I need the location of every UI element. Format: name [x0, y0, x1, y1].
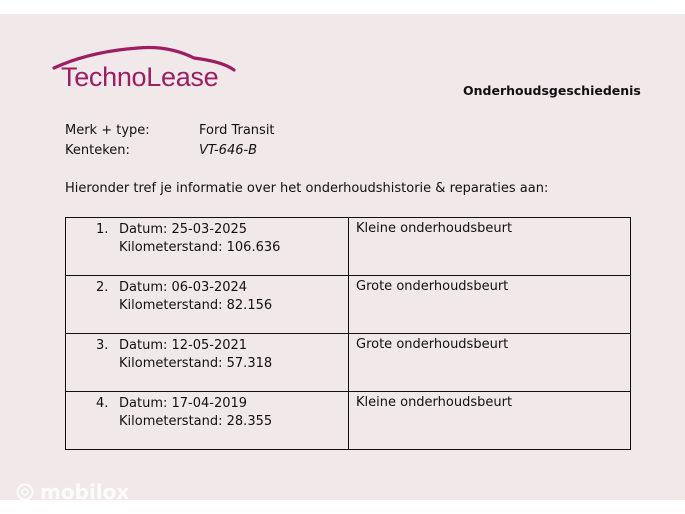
document-title: Onderhoudsgeschiedenis: [463, 83, 641, 98]
table-row: [66, 392, 631, 450]
entry-mileage: Kilometerstand: 106.636: [119, 240, 281, 255]
entry-date: Datum: 25-03-2025: [119, 222, 248, 237]
entry-number: 3.: [96, 338, 109, 353]
entry-number: 1.: [96, 222, 109, 237]
document-page: [0, 14, 685, 504]
entry-service-type: Kleine onderhoudsbeurt: [349, 392, 631, 450]
maintenance-history-table: [65, 217, 631, 450]
watermark-text: mobilox: [40, 480, 130, 504]
entry-details-cell: [66, 276, 349, 334]
entry-service-type: Grote onderhoudsbeurt: [349, 276, 631, 334]
mobilox-watermark: [16, 480, 129, 504]
entry-number: 2.: [96, 280, 109, 295]
table-row: [66, 276, 631, 334]
entry-mileage: Kilometerstand: 82.156: [119, 298, 273, 313]
make-label: Merk + type:: [65, 123, 150, 138]
brand-name: TechnoLease: [61, 62, 219, 92]
entry-number: 4.: [96, 396, 109, 411]
entry-date: Datum: 12-05-2021: [119, 338, 248, 353]
entry-service-type: Kleine onderhoudsbeurt: [349, 218, 631, 276]
entry-date: Datum: 06-03-2024: [119, 280, 248, 295]
entry-details-cell: [66, 218, 349, 276]
mobilox-logo-icon: [16, 483, 34, 501]
make-value: Ford Transit: [199, 123, 275, 138]
plate-value: VT-646-B: [199, 143, 258, 158]
entry-date: Datum: 17-04-2019: [119, 396, 248, 411]
entry-service-type: Grote onderhoudsbeurt: [349, 334, 631, 392]
technolease-logo: [50, 42, 240, 102]
entry-details-cell: [66, 334, 349, 392]
table-row: [66, 334, 631, 392]
intro-text: Hieronder tref je informatie over het onderhoudshistorie & reparaties aan:: [65, 181, 549, 196]
entry-mileage: Kilometerstand: 57.318: [119, 356, 273, 371]
table-row: [66, 218, 631, 276]
entry-mileage: Kilometerstand: 28.355: [119, 414, 273, 429]
entry-details-cell: [66, 392, 349, 450]
plate-label: Kenteken:: [65, 143, 130, 158]
